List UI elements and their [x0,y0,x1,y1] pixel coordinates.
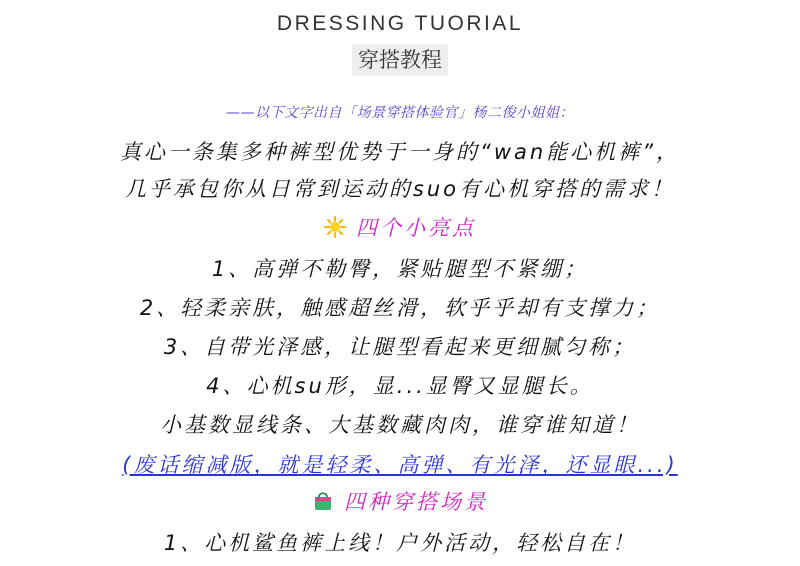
title-english: DRESSING TUORIAL [276,12,524,35]
scenes-heading-row [0,486,800,516]
highlight-item-3: 3、自带光泽感，让腿型看起来更细腻匀称； [163,335,637,359]
scene-item-1: 1、心机鲨鱼裤上线！户外活动，轻松自在！ [163,531,637,555]
title-chinese-wrapper [0,44,800,76]
source-note: ——以下文字出自「场景穿搭体验官」杨二俊小姐姐： [226,105,574,121]
scenes-heading: 四种穿搭场景 [344,490,488,514]
intro-line-1: 真心一条集多种裤型优势于一身的“wan能心机裤”， [119,140,681,164]
sparkle-sun-icon [324,216,346,240]
highlight-item-4: 4、心机su形，显...显臀又显腿长。 [206,374,594,398]
highlights-heading-row [0,212,800,242]
highlights-summary: 小基数显线条、大基数藏肉肉，谁穿谁知道！ [160,413,640,437]
shopping-bag-icon [312,490,334,514]
highlight-item-2: 2、轻柔亲肤，触感超丝滑，软乎乎却有支撑力； [139,296,661,320]
short-version-link[interactable]: (废话缩减版，就是轻柔、高弹、有光泽，还显眼...) [122,453,678,477]
highlight-item-1: 1、高弹不勒臀，紧贴腿型不紧绷； [211,257,589,281]
title-chinese: 穿搭教程 [352,44,448,76]
highlights-heading: 四个小亮点 [356,216,476,240]
intro-line-2: 几乎承包你从日常到运动的suo有心机穿搭的需求！ [124,177,676,201]
